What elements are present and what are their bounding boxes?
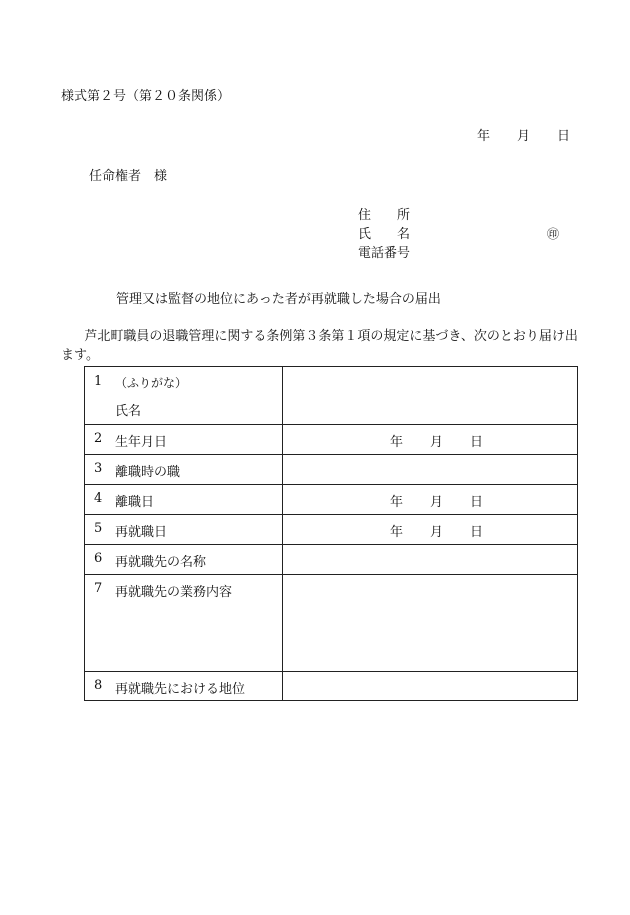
row-number: 8 [94, 678, 103, 693]
body-text: 芦北町職員の退職管理に関する条例第３条第１項の規定に基づき、次のとおり届け出ます。 [61, 329, 578, 363]
addressee-title: 任命権者 [89, 169, 142, 184]
label-cell [85, 367, 283, 425]
furigana-label: （ふりがな） [115, 376, 188, 390]
label-cell [85, 545, 283, 575]
table-row-position-at-retirement [85, 455, 578, 485]
position-at-retirement-label: 離職時の職 [115, 465, 181, 480]
date-year-label: 年 [477, 129, 491, 144]
row-number: 4 [94, 491, 103, 506]
label-cell [85, 515, 283, 545]
label-cell [85, 485, 283, 515]
row-number: 2 [94, 431, 103, 446]
phone-label: 電話番号 [358, 246, 411, 261]
table-row-position-at-employer [85, 672, 578, 701]
position-at-retirement-value-cell[interactable] [283, 455, 578, 485]
row-number: 1 [94, 374, 103, 389]
submission-date [477, 125, 570, 144]
phone-row [358, 244, 568, 263]
table-row-name [85, 367, 578, 425]
name-row [358, 225, 568, 244]
employer-name-value-cell[interactable] [283, 545, 578, 575]
table-row-business-description [85, 575, 578, 672]
date-placeholder: 年 月 日 [390, 495, 484, 510]
seal-mark: ㊞ [547, 227, 560, 241]
business-description-label: 再就職先の業務内容 [115, 585, 233, 600]
address-label: 住 所 [358, 208, 411, 223]
row-number: 5 [94, 521, 103, 536]
reemployment-date-label: 再就職日 [115, 525, 168, 540]
addressee [89, 165, 167, 184]
date-placeholder: 年 月 日 [390, 525, 484, 540]
label-cell [85, 575, 283, 672]
addressee-honorific: 様 [154, 169, 168, 184]
date-placeholder: 年 月 日 [390, 435, 484, 450]
row-number: 3 [94, 461, 103, 476]
applicant-block [358, 206, 568, 263]
table-row-birthdate [85, 425, 578, 455]
name-value-cell[interactable] [283, 367, 578, 425]
label-cell [85, 672, 283, 701]
position-at-employer-value-cell[interactable] [283, 672, 578, 701]
retirement-date-value-cell[interactable] [283, 485, 578, 515]
table-row-retirement-date [85, 485, 578, 515]
date-month-label: 月 [517, 129, 531, 144]
address-row [358, 206, 568, 225]
row-number: 7 [94, 581, 103, 596]
birthdate-label: 生年月日 [115, 435, 168, 450]
name-field-label: 氏名 [115, 404, 142, 419]
date-day-label: 日 [557, 129, 571, 144]
label-cell [85, 455, 283, 485]
form-number: 様式第２号（第２０条関係） [61, 89, 231, 104]
table-row-reemployment-date [85, 515, 578, 545]
position-at-employer-label: 再就職先における地位 [115, 682, 246, 697]
document-title: 管理又は監督の地位にあった者が再就職した場合の届出 [116, 292, 441, 307]
birthdate-value-cell[interactable] [283, 425, 578, 455]
employer-name-label: 再就職先の名称 [115, 555, 207, 570]
label-cell [85, 425, 283, 455]
name-label: 氏 名 [358, 227, 411, 242]
retirement-date-label: 離職日 [115, 495, 155, 510]
reemployment-date-value-cell[interactable] [283, 515, 578, 545]
business-description-value-cell[interactable] [283, 575, 578, 672]
table-row-employer-name [85, 545, 578, 575]
notification-form-table [84, 366, 578, 701]
row-number: 6 [94, 551, 103, 566]
